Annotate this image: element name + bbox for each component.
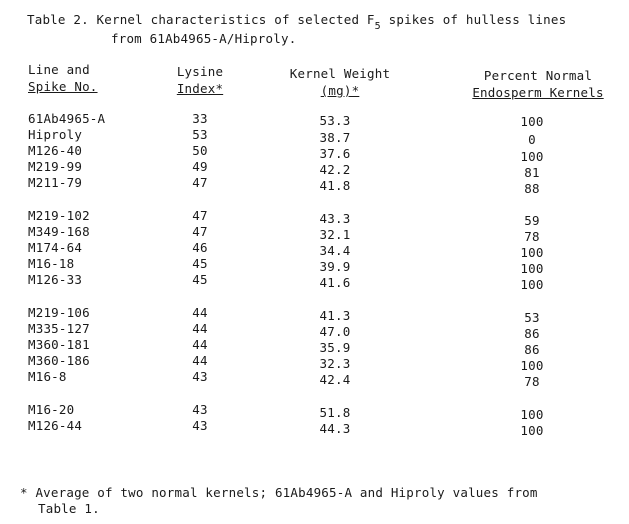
- cell-percent-normal: 100: [520, 423, 544, 438]
- header-kernel-weight-2: (mg)*: [320, 83, 360, 98]
- cell-kernel-weight: 41.8: [319, 178, 351, 193]
- cell-line-spike: M219-106: [28, 305, 90, 320]
- cell-percent-normal: 81: [524, 165, 540, 180]
- footnote-line1: * Average of two normal kernels; 61Ab4965-A and Hiproly values from: [20, 485, 538, 500]
- cell-kernel-weight: 39.9: [319, 259, 351, 274]
- table-row: [0, 402, 629, 422]
- cell-line-spike: M360-186: [28, 353, 90, 368]
- cell-lysine-index: 43: [192, 418, 208, 433]
- cell-line-spike: Hiproly: [28, 127, 83, 142]
- table-row: [0, 337, 629, 357]
- cell-percent-normal: 0: [528, 132, 536, 147]
- table-row: [0, 305, 629, 325]
- cell-kernel-weight: 44.3: [319, 421, 351, 436]
- cell-percent-normal: 100: [520, 358, 544, 373]
- table-row: [0, 175, 629, 196]
- cell-lysine-index: 46: [192, 240, 208, 255]
- cell-line-spike: M349-168: [28, 224, 90, 239]
- header-kernel-weight: [279, 65, 401, 99]
- table-row: [0, 127, 629, 147]
- table-row: [0, 111, 629, 127]
- cell-kernel-weight: 42.4: [319, 372, 351, 387]
- header-lysine-index-1: Lysine: [176, 64, 224, 79]
- table-caption-line2: from 61Ab4965-A/Hiproly.: [111, 31, 297, 46]
- caption-text-suffix: spikes of hulless lines: [380, 12, 567, 27]
- cell-lysine-index: 43: [192, 402, 208, 417]
- table-row: [0, 208, 629, 228]
- cell-lysine-index: 47: [192, 224, 208, 239]
- table-row: [0, 143, 629, 164]
- cell-line-spike: M126-33: [28, 272, 83, 287]
- cell-percent-normal: 53: [524, 310, 540, 325]
- table-row: [0, 224, 629, 244]
- cell-lysine-index: 49: [192, 159, 208, 174]
- cell-lysine-index: 45: [192, 272, 208, 287]
- cell-kernel-weight: 43.3: [319, 211, 351, 226]
- cell-percent-normal: 100: [520, 407, 544, 422]
- table-caption-line1: [27, 12, 567, 32]
- header-percent-normal-2: Endosperm Kernels: [472, 85, 604, 100]
- cell-line-spike: M360-181: [28, 337, 90, 352]
- header-percent-normal: [467, 67, 609, 101]
- table-row: [0, 353, 629, 373]
- cell-kernel-weight: 34.4: [319, 243, 351, 258]
- cell-line-spike: M211-79: [28, 175, 83, 190]
- table-row: [0, 240, 629, 260]
- caption-text: Table 2. Kernel characteristics of selected F: [27, 12, 375, 27]
- cell-kernel-weight: 37.6: [319, 146, 351, 161]
- cell-line-spike: M219-102: [28, 208, 90, 223]
- header-line-spike-2: Spike No.: [28, 79, 98, 94]
- table-row: [0, 159, 629, 180]
- cell-line-spike: M335-127: [28, 321, 90, 336]
- cell-kernel-weight: 32.1: [319, 227, 351, 242]
- caption-subscript: 5: [374, 21, 381, 32]
- header-percent-normal-1: Percent Normal: [483, 68, 593, 83]
- table-row: [0, 256, 629, 276]
- cell-lysine-index: 47: [192, 175, 208, 190]
- cell-percent-normal: 78: [524, 374, 540, 389]
- cell-percent-normal: 100: [520, 261, 544, 276]
- cell-line-spike: M16-20: [28, 402, 75, 417]
- header-kernel-weight-1: Kernel Weight: [289, 66, 391, 81]
- cell-line-spike: M16-18: [28, 256, 75, 271]
- cell-lysine-index: 43: [192, 369, 208, 384]
- cell-lysine-index: 44: [192, 321, 208, 336]
- cell-kernel-weight: 38.7: [319, 130, 351, 145]
- header-line-spike: [28, 61, 98, 95]
- header-lysine-index: [165, 63, 235, 97]
- cell-kernel-weight: 47.0: [319, 324, 351, 339]
- cell-kernel-weight: 42.2: [319, 162, 351, 177]
- cell-kernel-weight: 32.3: [319, 356, 351, 371]
- table-row: [0, 418, 629, 438]
- cell-percent-normal: 88: [524, 181, 540, 196]
- cell-lysine-index: 47: [192, 208, 208, 223]
- cell-line-spike: M16-8: [28, 369, 67, 384]
- cell-lysine-index: 44: [192, 337, 208, 352]
- header-lysine-index-2: Index*: [176, 81, 224, 96]
- cell-lysine-index: 44: [192, 305, 208, 320]
- table-row: [0, 369, 629, 389]
- cell-kernel-weight: 53.3: [319, 113, 351, 128]
- table-row: [0, 272, 629, 292]
- cell-line-spike: M174-64: [28, 240, 83, 255]
- cell-lysine-index: 44: [192, 353, 208, 368]
- cell-percent-normal: 100: [520, 149, 544, 164]
- cell-percent-normal: 78: [524, 229, 540, 244]
- cell-percent-normal: 100: [520, 114, 544, 129]
- table-row: [0, 321, 629, 341]
- cell-lysine-index: 53: [192, 127, 208, 142]
- cell-percent-normal: 100: [520, 277, 544, 292]
- cell-line-spike: M126-44: [28, 418, 83, 433]
- cell-line-spike: M126-40: [28, 143, 83, 158]
- header-line-spike-1: Line and: [28, 62, 90, 77]
- cell-lysine-index: 50: [192, 143, 208, 158]
- cell-line-spike: 61Ab4965-A: [28, 111, 106, 126]
- cell-percent-normal: 59: [524, 213, 540, 228]
- cell-percent-normal: 86: [524, 326, 540, 341]
- footnote-line2: Table 1.: [38, 501, 100, 516]
- cell-line-spike: M219-99: [28, 159, 83, 174]
- cell-kernel-weight: 35.9: [319, 340, 351, 355]
- cell-percent-normal: 100: [520, 245, 544, 260]
- cell-kernel-weight: 41.3: [319, 308, 351, 323]
- cell-lysine-index: 33: [192, 111, 208, 126]
- cell-lysine-index: 45: [192, 256, 208, 271]
- cell-kernel-weight: 41.6: [319, 275, 351, 290]
- cell-kernel-weight: 51.8: [319, 405, 351, 420]
- cell-percent-normal: 86: [524, 342, 540, 357]
